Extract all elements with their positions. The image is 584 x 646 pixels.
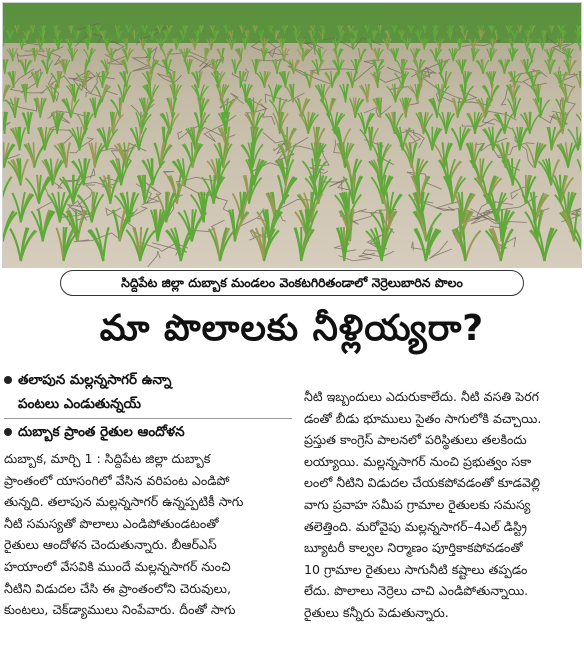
subheading-bullet-1-cont: పంటలు ఎండుతున్నయ్ bbox=[18, 396, 141, 412]
subheading-bullet-2 bbox=[4, 422, 292, 442]
divider bbox=[4, 418, 292, 419]
body-line: ప్రాంతంలో యాసంగిలో వేసిన వరిపంట ఎండిపో bbox=[4, 472, 230, 488]
body-line: కుంటలు, చెక్‌డ్యాములు నింపేవారు. దీంతో సాగు bbox=[4, 602, 236, 618]
body-line: హయాంలో వేసవికి ముందే మల్లన్నసాగర్ నుంచి bbox=[4, 558, 231, 574]
body-line: 10 గ్రామాల రైతులు సాగునీటి కష్టాలు తప్పడం bbox=[304, 561, 528, 577]
body-line: బ్యూటరీ కాల్వల నిర్మాణం పూర్తికాకపోవడంతో bbox=[304, 540, 523, 556]
body-line: తలెత్తింది. మరోవైపు మల్లన్నసాగర్–4ఎల్ డిస్ట్రి bbox=[304, 518, 527, 534]
right-column bbox=[304, 386, 582, 624]
body-line: ప్రస్తుత కాంగ్రెస్ పాలనలో పరిస్థితులు తలకిందు bbox=[304, 432, 527, 448]
photo-caption: సిద్దిపేట జిల్లా దుబ్బాక మండలం వెంకటగిరితండాలో నెర్రెలుబారిన పొలం bbox=[60, 270, 524, 296]
bullet-icon bbox=[4, 428, 12, 436]
body-line: రైతులు ఆందోళన చెందుతున్నారు. బీఆర్ఎస్ bbox=[4, 537, 217, 553]
paddy-field-illustration bbox=[3, 3, 581, 267]
body-line: నీటి ఇబ్బందులు ఎదురుకాలేదు. నీటి వసతి పెరగ bbox=[304, 389, 540, 404]
body-line: వాగు ప్రవాహ సమీప గ్రామాల రైతులకు సమస్య bbox=[304, 496, 531, 512]
body-line: డంతో బీడు భూములు సైతం సాగులోకి వచ్చాయి. bbox=[304, 410, 542, 426]
body-line: నీటి సమస్యతో పొలాలు ఎండిపోతుండటంతో bbox=[4, 515, 219, 531]
body-line: లయ్యాయి. మల్లన్నసాగర్ నుంచి ప్రభుత్వం సకా bbox=[304, 453, 532, 469]
subheading-bullet-1 bbox=[4, 370, 292, 390]
body-line: నీటిని విడుదల చేసి ఈ ప్రాంతంలోని చెరువులు, bbox=[4, 580, 231, 596]
left-column bbox=[4, 370, 292, 621]
subheading-1-line-1: తలాపున మల్లన్నసాగర్ ఉన్నా bbox=[18, 372, 172, 388]
bullet-icon bbox=[4, 376, 12, 384]
body-line: రైతులు కన్నీరు పెడుతున్నారు. bbox=[304, 604, 449, 620]
body-line: లేదు. పొలాలు నెర్రెలు చాచి ఎండిపోతున్నాయి. bbox=[304, 583, 529, 599]
news-photo-dry-paddy-field bbox=[2, 2, 582, 268]
subheading-2-line-1: దుబ్బాక ప్రాంత రైతుల ఆందోళన bbox=[18, 424, 185, 440]
body-line: దుబ్బాక, మార్చి 1 : సిద్దిపేట జిల్లా దుబ్బాక bbox=[4, 451, 211, 466]
body-line: లంలో నీటిని విడుదల చేయకపోవడంతో కూడవెల్లి bbox=[304, 475, 541, 491]
body-line: తున్నది. తలాపున మల్లన్నసాగర్ ఉన్నప్పటికీ సాగు bbox=[4, 494, 244, 510]
headline: మా పొలాలకు నీళ్లియ్యరా? bbox=[99, 308, 485, 349]
